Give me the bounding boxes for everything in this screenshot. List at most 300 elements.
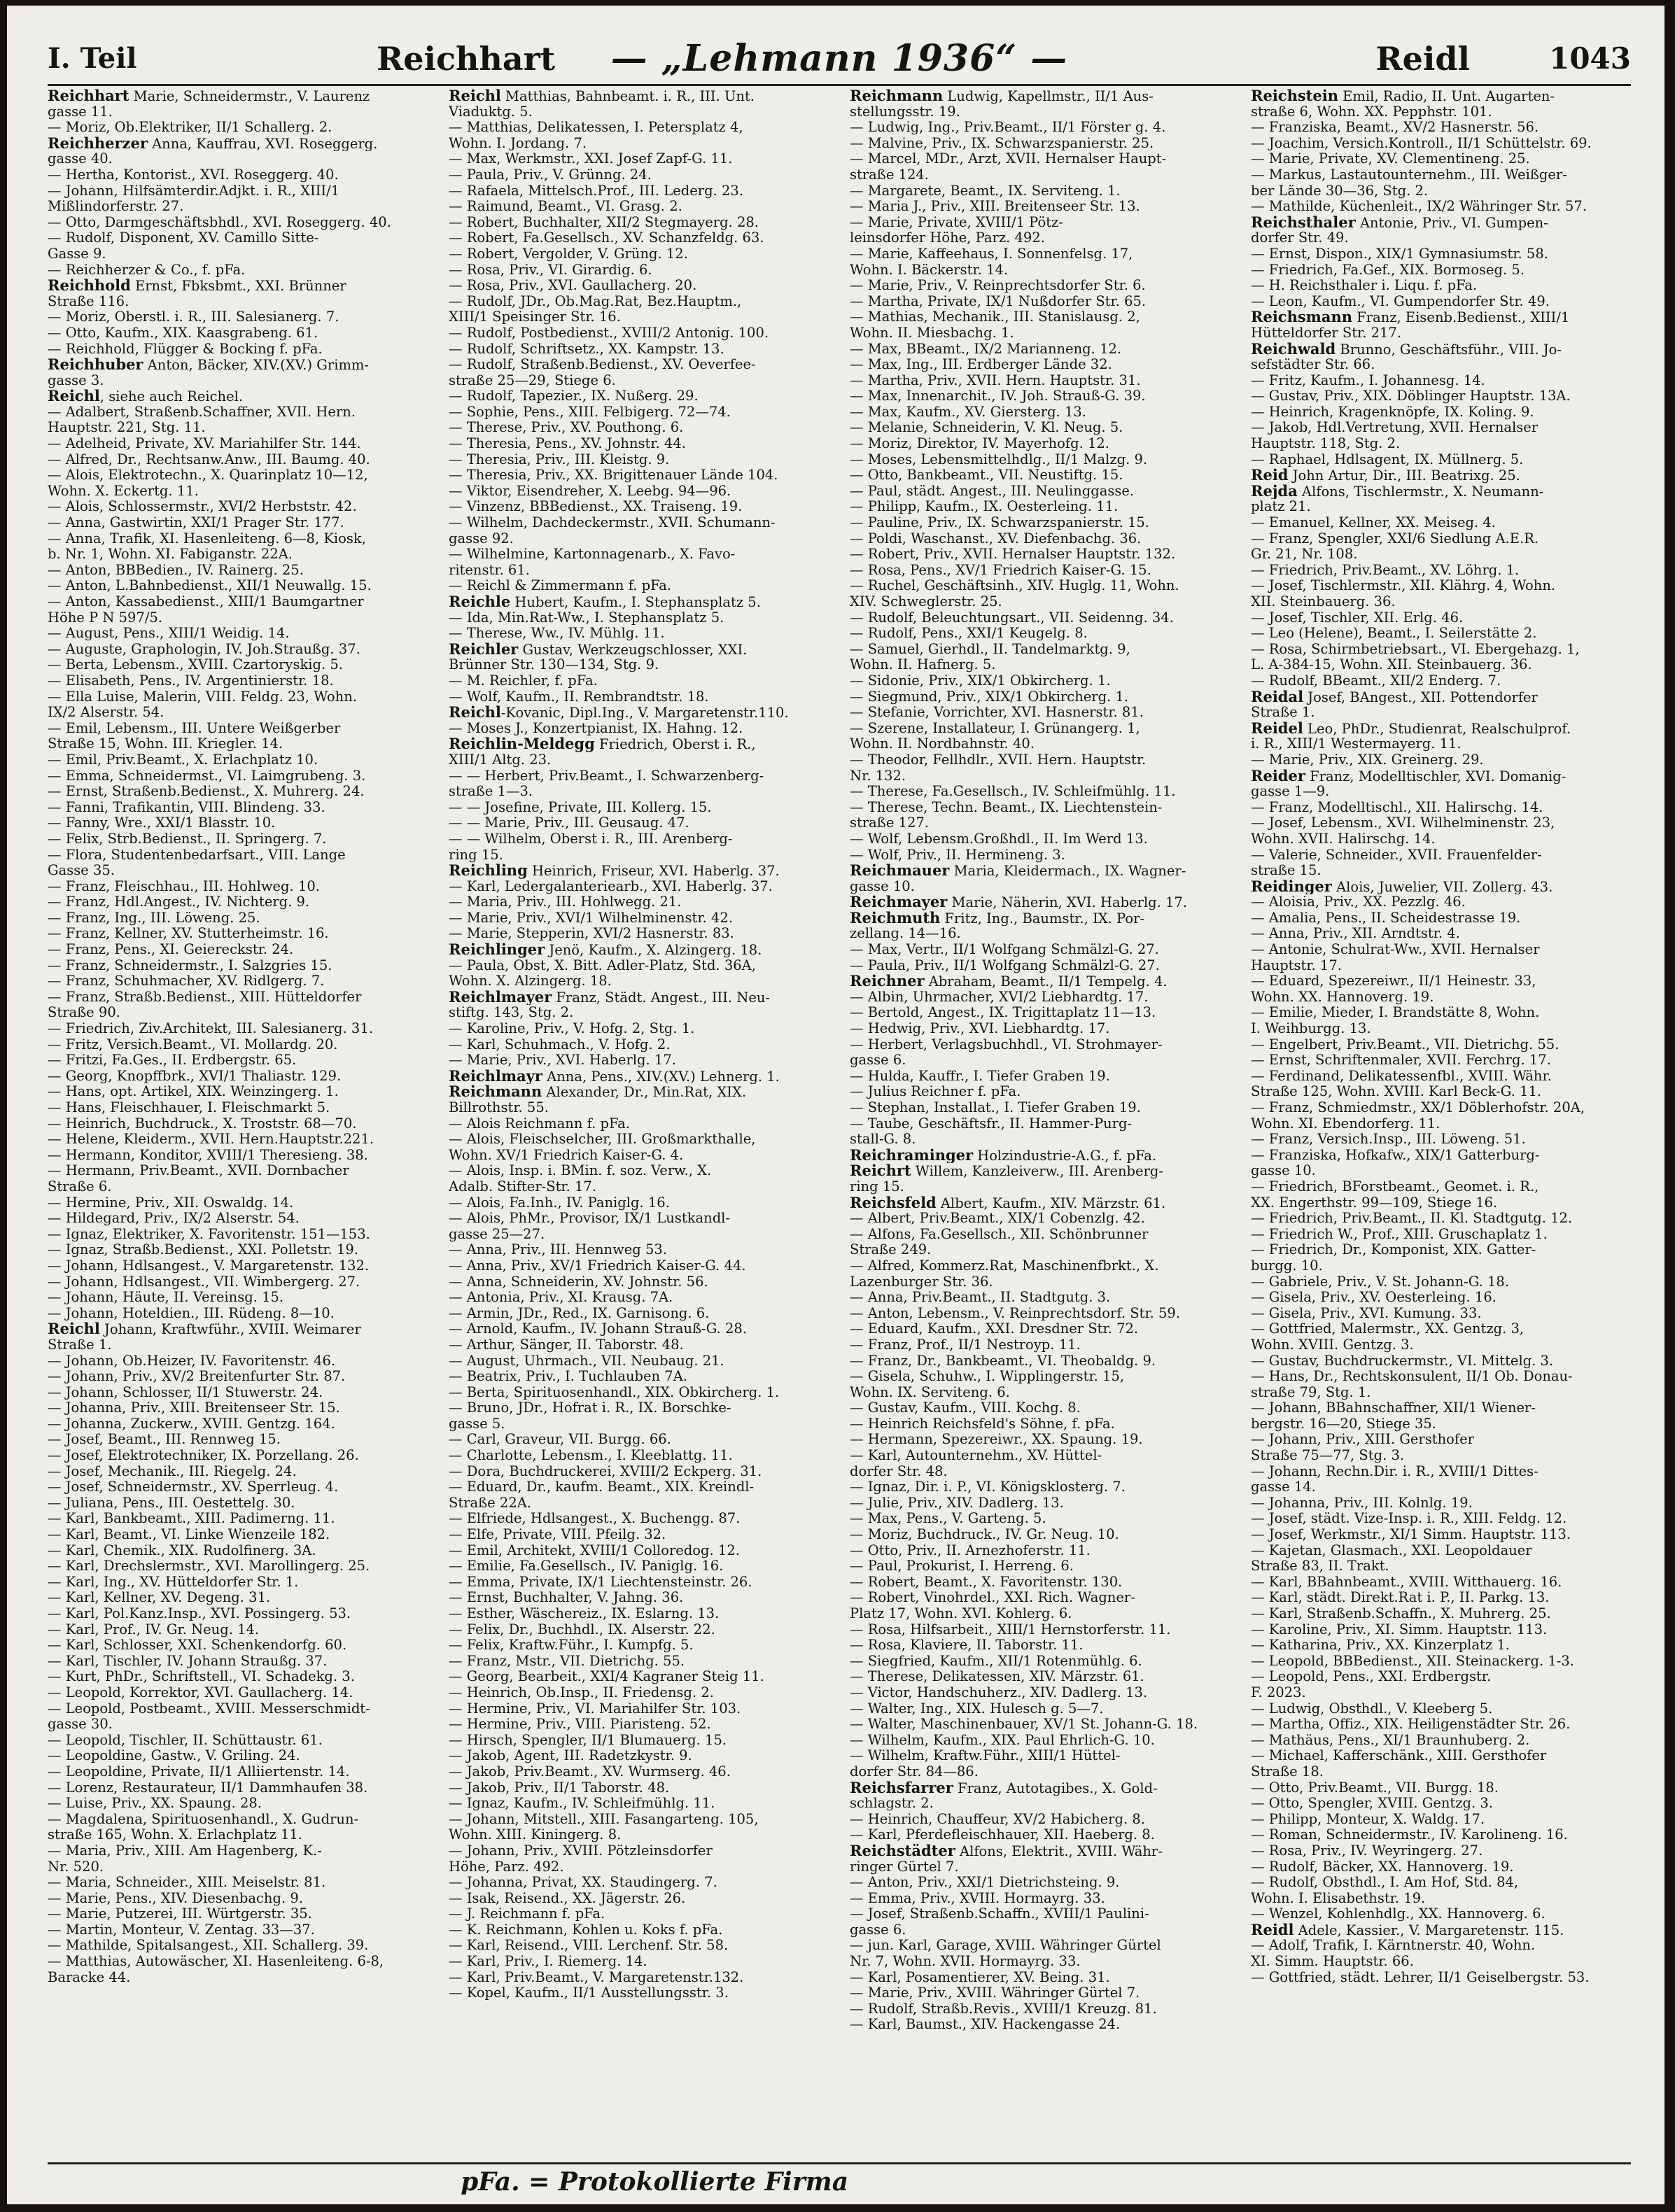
entry-text: Abraham, Beamt., II/1 Tempelg. 4. (924, 973, 1168, 989)
entry-text: — Anna, Trafik, XI. Hasenleiteng. 6—8, Kiosk, (48, 530, 366, 547)
directory-entry (449, 926, 829, 942)
directory-entry (48, 388, 428, 404)
entry-text: — Gottfried, Malermstr., XX. Gentzg. 3, (1251, 1321, 1525, 1337)
entry-text: — Karl, Autounternehm., XV. Hüttel- (850, 1448, 1102, 1464)
directory-entry (1251, 1400, 1631, 1416)
directory-entry (48, 1211, 428, 1227)
directory-entry (48, 1163, 428, 1179)
entry-text: — Anton, L.Bahnbedienst., XII/1 Neuwallg. 15. (48, 578, 372, 594)
entry-text: — Anton, Lebensm., V. Reinprechtsdorf. Str. 59. (850, 1305, 1181, 1321)
entry-text: — Adalbert, Straßenb.Schaffner, XVII. Hern. (48, 404, 356, 420)
entry-text: — Karl, Baumst., XIV. Hackengasse 24. (850, 2017, 1121, 2033)
directory-entry (449, 404, 829, 421)
entry-text: — Johann, Priv., XIII. Gersthofer (1251, 1432, 1474, 1448)
entry-text: Alois, Juwelier, VII. Zollerg. 43. (1331, 878, 1553, 895)
entry-text: bergstr. 16—20, Stiege 35. (1251, 1416, 1436, 1432)
directory-entry (1251, 120, 1631, 136)
entry-text: — Josef, Elektrotechniker, IX. Porzellang. 26. (48, 1448, 359, 1464)
surname-heading: Reichl (449, 88, 501, 104)
surname-heading: Reider (1251, 768, 1305, 784)
entry-text: — Franz, Modelltischl., XII. Halirschg. 14. (1251, 799, 1543, 815)
directory-entry (48, 642, 428, 658)
directory-entry (449, 1748, 829, 1764)
directory-entry (850, 1590, 1230, 1606)
entry-text: — Leopold, BBBedienst., XII. Steinackerg. 1-3. (1251, 1653, 1574, 1669)
surname-heading: Reidl (1251, 1922, 1294, 1938)
directory-entry (850, 246, 1230, 262)
entry-text: — Karl, Prof., IV. Gr. Neug. 14. (48, 1621, 260, 1637)
entry-text: — Rudolf, Tapezier., IX. Nußerg. 29. (449, 388, 699, 404)
entry-text: Gasse 35. (48, 863, 115, 879)
directory-entry (48, 989, 428, 1006)
entry-text: — Ludwig, Obsthdl., V. Kleeberg 5. (1251, 1700, 1493, 1717)
directory-entry (1251, 1416, 1631, 1432)
directory-entry (850, 1906, 1230, 1922)
directory-entry (850, 167, 1230, 183)
entry-text: — Alois, Elektrotechn., X. Quarinplatz 10—12, (48, 467, 368, 484)
entry-text: Alfons, Elektrit., XVIII. Währ- (955, 1843, 1163, 1859)
directory-entry (449, 1954, 829, 1970)
entry-text: gasse 5. (449, 1416, 505, 1432)
directory-entry (850, 357, 1230, 373)
header-rule (48, 84, 1631, 86)
entry-text: — Friedrich, Dr., Komponist, XIX. Gatter- (1251, 1242, 1536, 1258)
directory-entry (449, 1479, 829, 1495)
directory-entry (449, 1590, 829, 1606)
entry-text: — Katharina, Priv., XX. Kinzerplatz 1. (1251, 1637, 1510, 1654)
directory-entry (1251, 1052, 1631, 1069)
directory-entry (1251, 800, 1631, 816)
directory-entry (48, 151, 428, 167)
directory-entry (1251, 1132, 1631, 1148)
entry-text: — K. Reichmann, Kohlen u. Koks f. pFa. (449, 1922, 723, 1938)
directory-entry (449, 1606, 829, 1622)
directory-entry (1251, 1084, 1631, 1100)
entry-text: — Reichherzer & Co., f. pFa. (48, 262, 246, 278)
entry-text: Leo, PhDr., Studienrat, Realschulprof. (1303, 720, 1571, 737)
directory-entry (850, 863, 1230, 879)
entry-text: Höhe, Parz. 492. (449, 1859, 564, 1875)
directory-entry (850, 1416, 1230, 1432)
directory-entry (48, 1337, 428, 1353)
entry-text: — Hermann, Konditor, XVIII/1 Theresieng. 38. (48, 1147, 368, 1163)
entry-text: Gr. 21, Nr. 108. (1251, 547, 1358, 563)
entry-text: — Rudolf, JDr., Ob.Mag.Rat, Bez.Hauptm., (449, 293, 742, 309)
entry-text: gasse 3. (48, 372, 104, 388)
entry-text: — Emil, Lebensm., III. Untere Weißgerber (48, 720, 341, 736)
directory-entry (449, 1211, 829, 1227)
directory-entry (449, 1527, 829, 1543)
entry-text: — Szerene, Installateur, I. Grünangerg. 1, (850, 720, 1140, 736)
directory-entry (850, 1717, 1230, 1733)
entry-text: — Marie, Kaffeehaus, I. Sonnenfelsg. 17, (850, 246, 1133, 262)
directory-entry (850, 958, 1230, 974)
directory-entry (449, 1637, 829, 1654)
directory-entry (449, 1764, 829, 1780)
entry-text: — Walter, Ing., XIX. Hulesch g. 5—7. (850, 1700, 1104, 1717)
entry-text: — Melanie, Schneiderin, V. Kl. Neug. 5. (850, 420, 1123, 436)
directory-entry (48, 610, 428, 626)
entry-text: — Gisela, Schuhw., I. Wipplingerstr. 15, (850, 1369, 1125, 1385)
directory-entry (1251, 594, 1631, 610)
entry-text: — Fanny, Wre., XXI/1 Blasstr. 10. (48, 815, 276, 831)
entry-text: — Heinrich, Ob.Insp., II. Friedensg. 2. (449, 1684, 714, 1700)
directory-entry (1251, 1069, 1631, 1085)
entry-text: — Anton, BBBedien., IV. Rainerg. 25. (48, 562, 304, 578)
directory-entry (48, 1733, 428, 1749)
entry-text: — Johann, Ob.Heizer, IV. Favoritenstr. 46. (48, 1353, 336, 1369)
directory-entry (1251, 88, 1631, 104)
directory-entry (48, 721, 428, 737)
directory-entry (850, 1021, 1230, 1037)
directory-entry (850, 1290, 1230, 1306)
directory-entry (850, 278, 1230, 294)
directory-entry (48, 1069, 428, 1085)
entry-text: Hubert, Kaufm., I. Stephansplatz 5. (510, 594, 761, 610)
directory-entry (449, 1859, 829, 1875)
directory-entry (48, 1622, 428, 1638)
entry-text: — Maria, Priv., III. Hohlwegg. 21. (449, 894, 682, 910)
directory-entry (850, 879, 1230, 895)
directory-entry (850, 815, 1230, 831)
entry-text: — Alfons, Fa.Gesellsch., XII. Schönbrunner (850, 1226, 1149, 1242)
entry-text: Wohn. I. Jordang. 7. (449, 135, 587, 151)
directory-entry (850, 1321, 1230, 1337)
entry-text: — Johanna, Privat, XX. Staudingerg. 7. (449, 1875, 717, 1891)
entry-text: — Marie, Pens., XIV. Diesenbachg. 9. (48, 1890, 303, 1906)
entry-text: — Hermann, Spezereiwr., XX. Spaung. 19. (850, 1432, 1143, 1448)
entry-text: — Max, Innenarchit., IV. Joh. Strauß-G. 39. (850, 388, 1146, 404)
entry-text: gasse 14. (1251, 1479, 1316, 1495)
directory-entry (48, 1701, 428, 1717)
entry-text: — Franz, Spengler, XXI/6 Siedlung A.E.R. (1251, 530, 1539, 547)
column-1 (48, 88, 428, 2156)
entry-text: — Moriz, Direktor, IV. Mayerhofg. 12. (850, 436, 1109, 452)
directory-entry (1251, 1195, 1631, 1211)
entry-text: — Julius Reichner f. pFa. (850, 1084, 1021, 1100)
directory-entry (1251, 199, 1631, 215)
directory-entry (449, 294, 829, 310)
surname-heading: Reidel (1251, 720, 1303, 737)
entry-text: — Max, Werkmstr., XXI. Josef Zapf-G. 11. (449, 151, 733, 167)
directory-entry (1251, 467, 1631, 484)
entry-text: — Heinrich Reichsfeld's Söhne, f. pFa. (850, 1416, 1115, 1432)
entry-text: — Karl, Beamt., VI. Linke Wienzeile 182. (48, 1527, 330, 1543)
directory-entry (48, 1321, 428, 1337)
directory-entry (449, 1827, 829, 1843)
directory-entry (850, 373, 1230, 389)
entry-text: — Karl, Tischler, IV. Johann Straußg. 37. (48, 1653, 328, 1669)
entry-text: — Franz, Prof., II/1 Nestroyp. 11. (850, 1337, 1081, 1353)
entry-text: — Emma, Priv., XVIII. Hormayrg. 33. (850, 1890, 1105, 1906)
entry-text: — Rudolf, Postbedienst., XVIII/2 Antonig. 100. (449, 325, 769, 341)
directory-entry (48, 894, 428, 910)
entry-text: Wohn. IX. Serviteng. 6. (850, 1384, 1010, 1400)
directory-entry (1251, 278, 1631, 294)
directory-entry (449, 736, 829, 752)
entry-text: — — Josefine, Private, III. Kollerg. 15. (449, 799, 712, 815)
entry-text: — Hermine, Priv., VI. Mariahilfer Str. 103. (449, 1700, 741, 1717)
directory-entry (1251, 736, 1631, 752)
directory-entry (850, 1922, 1230, 1938)
directory-entry (1251, 436, 1631, 452)
directory-entry (1251, 230, 1631, 246)
entry-text: ring 15. (449, 847, 503, 863)
entry-text: — Hermine, Priv., VIII. Piaristeng. 52. (449, 1717, 711, 1733)
entry-text: — — Wilhelm, Oberst i. R., III. Arenberg- (449, 831, 733, 847)
entry-text: — Hulda, Kauffr., I. Tiefer Graben 19. (850, 1068, 1110, 1084)
entry-text: sefstädter Str. 66. (1251, 357, 1375, 373)
directory-entry (850, 2001, 1230, 2017)
directory-entry (850, 531, 1230, 547)
entry-text: Höhe P N 597/5. (48, 610, 163, 626)
directory-entry (48, 531, 428, 547)
entry-text: — Max, Pens., V. Garteng. 5. (850, 1511, 1046, 1527)
entry-text: — Karl, Drechslermstr., XVI. Marollingerg. 25. (48, 1558, 370, 1575)
entry-text: — Anton, Priv., XXI/1 Dietrichsteing. 9. (850, 1875, 1120, 1891)
directory-entry (850, 973, 1230, 989)
directory-entry (48, 1084, 428, 1100)
entry-text: Lazenburger Str. 36. (850, 1274, 993, 1290)
entry-text: — Rosa, Schirmbetriebsart., VI. Ebergehazg. 1, (1251, 641, 1580, 657)
entry-text: — Stephan, Installat., I. Tiefer Graben 19. (850, 1100, 1141, 1115)
directory-entry (449, 705, 829, 721)
directory-entry (48, 1195, 428, 1211)
directory-entry (449, 1717, 829, 1733)
directory-entry (48, 1859, 428, 1875)
entry-text: — Karl, Pferdefleischhauer, XII. Haeberg. 8. (850, 1827, 1155, 1843)
directory-entry (48, 420, 428, 436)
directory-entry (449, 1780, 829, 1796)
surname-heading: Reichmann (449, 1084, 542, 1100)
entry-text: Marie, Schneidermstr., V. Laurenz (129, 88, 370, 104)
directory-entry (1251, 1780, 1631, 1796)
entry-text: Anna, Kauffrau, XVI. Roseggerg. (147, 135, 378, 152)
directory-entry (449, 230, 829, 246)
surname-heading: Reichwald (1251, 341, 1336, 358)
surname-heading: Reichmayer (850, 894, 948, 910)
directory-entry (1251, 1606, 1631, 1622)
directory-entry (850, 721, 1230, 737)
entry-text: Franz, Autotagibes., X. Gold- (953, 1780, 1158, 1796)
entry-text: — Moriz, Ob.Elektriker, II/1 Schallerg. 2. (48, 120, 332, 136)
entry-text: — Ida, Min.Rat-Ww., I. Stephansplatz 5. (449, 610, 724, 626)
directory-entry (850, 1701, 1230, 1717)
directory-entry (449, 1906, 829, 1922)
entry-text: — Wilhelmine, Kartonnagenarb., X. Favo- (449, 547, 736, 563)
entry-text: — Ignaz, Straßb.Bedienst., XXI. Polletstr. 19. (48, 1242, 358, 1258)
directory-entry (48, 246, 428, 262)
directory-entry (48, 1432, 428, 1448)
directory-entry (1251, 1148, 1631, 1164)
entry-text: Straße 18. (1251, 1763, 1324, 1780)
directory-entry (449, 800, 829, 816)
directory-entry (449, 1922, 829, 1938)
entry-text: — Siegmund, Priv., XIX/1 Obkircherg. 1. (850, 689, 1129, 705)
entry-text: — Maria J., Priv., XIII. Breitenseer Str. 13. (850, 199, 1140, 215)
directory-entry (48, 736, 428, 752)
directory-entry (48, 1479, 428, 1495)
directory-entry (48, 1258, 428, 1274)
entry-text: — Leopold, Korrektor, XVI. Gaullacherg. 14. (48, 1684, 353, 1700)
entry-text: — Alfred, Kommerz.Rat, Maschinenfbrkt., X. (850, 1258, 1159, 1274)
entry-text: — Theodor, Fellhdlr., XVII. Hern. Hauptstr. (850, 752, 1147, 768)
entry-text: — Robert, Priv., XVII. Hernalser Hauptstr. 132. (850, 547, 1176, 563)
directory-entry (1251, 689, 1631, 705)
surname-heading: Reichsfeld (850, 1195, 937, 1211)
directory-entry (449, 420, 829, 436)
entry-text: — Josef, Werkmstr., XI/1 Simm. Hauptstr. 113. (1251, 1527, 1571, 1543)
directory-entry (850, 1227, 1230, 1243)
directory-entry (48, 1290, 428, 1306)
directory-entry (1251, 1891, 1631, 1907)
entry-text: Straße 90. (48, 1005, 120, 1021)
directory-entry (850, 151, 1230, 167)
surname-heading: Reichler (449, 641, 519, 658)
directory-entry (850, 1685, 1230, 1701)
entry-text: — Theresia, Priv., XX. Brigittenauer Lände 104. (449, 467, 778, 484)
column-4 (1251, 88, 1631, 2156)
entry-text: — Rudolf, Disponent, XV. Camillo Sitte- (48, 230, 319, 246)
directory-entry (850, 1211, 1230, 1227)
entry-text: Wohn. XVIII. Gentzg. 3. (1251, 1337, 1414, 1353)
directory-entry (850, 784, 1230, 800)
directory-entry (1251, 1464, 1631, 1480)
entry-text: Straße 75—77, Stg. 3. (1251, 1448, 1405, 1464)
directory-entry (1251, 309, 1631, 325)
entry-text: Wohn. X. Eckertg. 11. (48, 483, 199, 499)
surname-heading: Reichhart (48, 88, 129, 104)
entry-text: — Johann, Hdlsangest., VII. Wimbergerg. 27. (48, 1274, 360, 1290)
directory-entry (850, 1179, 1230, 1195)
directory-entry (48, 1827, 428, 1843)
directory-entry (850, 467, 1230, 484)
directory-entry (449, 183, 829, 199)
directory-entry (850, 989, 1230, 1006)
directory-entry (449, 1543, 829, 1559)
directory-entry (850, 800, 1230, 816)
directory-entry (48, 1385, 428, 1401)
directory-entry (48, 1052, 428, 1069)
directory-entry (449, 1654, 829, 1670)
entry-text: gasse 6. (850, 1052, 906, 1069)
directory-entry (1251, 262, 1631, 279)
directory-entry (48, 815, 428, 831)
entry-text: straße 165, Wohn. X. Erlachplatz 11. (48, 1827, 302, 1843)
entry-text: Adele, Kassier., V. Margaretenstr. 115. (1294, 1922, 1564, 1938)
directory-entry (48, 863, 428, 879)
entry-text: — Eduard, Dr., kaufm. Beamt., XIX. Kreindl- (449, 1479, 755, 1495)
directory-entry (48, 1843, 428, 1859)
directory-entry (1251, 1274, 1631, 1290)
column-3 (850, 88, 1230, 2156)
entry-text: — Samuel, Gierhdl., II. Tandelmarktg. 9, (850, 641, 1130, 657)
directory-entry (449, 167, 829, 183)
entry-text: — Mathilde, Spitalsangest., XII. Schallerg. 39. (48, 1938, 369, 1954)
entry-text: — Leon, Kaufm., VI. Gumpendorfer Str. 49. (1251, 293, 1550, 309)
surname-heading: Reichmann (850, 88, 944, 104)
entry-text: — Bruno, JDr., Hofrat i. R., IX. Borschke- (449, 1400, 731, 1416)
entry-text: — Franz, Ing., III. Löweng. 25. (48, 910, 260, 926)
entry-text: — Gisela, Priv., XV. Oesterleing. 16. (1251, 1290, 1497, 1306)
directory-entry (48, 1575, 428, 1591)
entry-text: Wohn. II. Miesbachg. 1. (850, 325, 1014, 341)
entry-text: Straße 1. (48, 1337, 112, 1353)
entry-text: — Franz, Straßb.Bedienst., XIII. Hütteldorfer (48, 989, 362, 1005)
entry-text: — Therese, Fa.Gesellsch., IV. Schleifmühlg. 11. (850, 784, 1176, 800)
entry-text: Straße 249. (850, 1242, 932, 1258)
directory-entry (449, 1052, 829, 1069)
directory-entry (850, 910, 1230, 927)
entry-text: Mißlindorferstr. 27. (48, 199, 184, 215)
entry-text: — Fritzi, Fa.Ges., II. Erdbergstr. 65. (48, 1052, 297, 1069)
entry-text: — Friedrich, Priv.Beamt., II. Kl. Stadtgutg. 12. (1251, 1211, 1573, 1227)
directory-entry (1251, 1938, 1631, 1954)
entry-text: — Hans, Dr., Rechtskonsulent, II/1 Ob. Donau- (1251, 1369, 1573, 1385)
directory-entry (449, 1037, 829, 1053)
entry-text: — Paul, Prokurist, I. Herreng. 6. (850, 1558, 1074, 1575)
directory-entry (449, 657, 829, 673)
directory-entry (48, 1274, 428, 1290)
entry-text: Hauptstr. 118, Stg. 2. (1251, 436, 1401, 452)
directory-entry (1251, 989, 1631, 1006)
entry-text: Heinrich, Friseur, XVI. Haberlg. 37. (527, 863, 780, 879)
directory-entry (1251, 1369, 1631, 1385)
entry-text: — Gustav, Kaufm., VIII. Kochg. 8. (850, 1400, 1081, 1416)
directory-entry (1251, 642, 1631, 658)
entry-text: — Josef, Tischler, XII. Erlg. 46. (1251, 610, 1464, 626)
directory-entry (1251, 1859, 1631, 1875)
surname-heading: Reichhuber (48, 357, 143, 373)
directory-entry (449, 673, 829, 689)
entry-text: dorfer Str. 84—86. (850, 1763, 979, 1780)
entry-text: — Franz, Schneidermstr., I. Salzgries 15. (48, 957, 332, 973)
entry-text: — Jakob, Priv.Beamt., XV. Wurmserg. 46. (449, 1763, 731, 1780)
directory-entry (1251, 1922, 1631, 1938)
directory-entry (850, 1258, 1230, 1274)
entry-text: — Therese, Priv., XV. Pouthong. 6. (449, 420, 684, 436)
directory-entry (1251, 1321, 1631, 1337)
entry-text: F. 2023. (1251, 1684, 1306, 1700)
directory-entry (850, 1369, 1230, 1385)
entry-text: Willem, Kanzleiverw., III. Arenberg- (911, 1163, 1163, 1179)
directory-entry (850, 88, 1230, 104)
directory-entry (850, 1575, 1230, 1591)
entry-text: — Emil, Priv.Beamt., X. Erlachplatz 10. (48, 752, 318, 768)
entry-text: Alfons, Tischlermstr., X. Neumann- (1297, 483, 1544, 500)
directory-entry (48, 1954, 428, 1970)
directory-entry (1251, 1558, 1631, 1575)
directory-entry (850, 1464, 1230, 1480)
entry-text: XX. Engerthstr. 99—109, Stiege 16. (1251, 1195, 1498, 1211)
directory-entry (449, 547, 829, 563)
directory-entry (449, 1179, 829, 1195)
directory-entry (48, 1464, 428, 1480)
entry-text: — Friedrich, Ziv.Architekt, III. Salesianerg. 31. (48, 1021, 373, 1037)
entry-text: — Marie, Stepperin, XVI/2 Hasnerstr. 83. (449, 926, 734, 942)
entry-text: Wohn. I. Elisabethstr. 19. (1251, 1890, 1426, 1906)
directory-entry (449, 484, 829, 500)
entry-text: — Rudolf, Obsthdl., I. Am Hof, Std. 84, (1251, 1875, 1519, 1891)
entry-text: — Mathias, Mechanik., III. Stanislausg. 2, (850, 309, 1140, 325)
directory-entry (48, 515, 428, 531)
entry-text: — Max, Ing., III. Erdberger Lände 32. (850, 357, 1112, 373)
entry-text: — Georg, Knopffbrk., XVI/1 Thaliastr. 129. (48, 1068, 342, 1084)
directory-entry (48, 278, 428, 294)
directory-entry (850, 1558, 1230, 1575)
entry-text: — Heinrich, Buchdruck., X. Troststr. 68—70. (48, 1115, 357, 1132)
entry-text: — Karl, Kellner, XV. Degeng. 31. (48, 1590, 271, 1606)
